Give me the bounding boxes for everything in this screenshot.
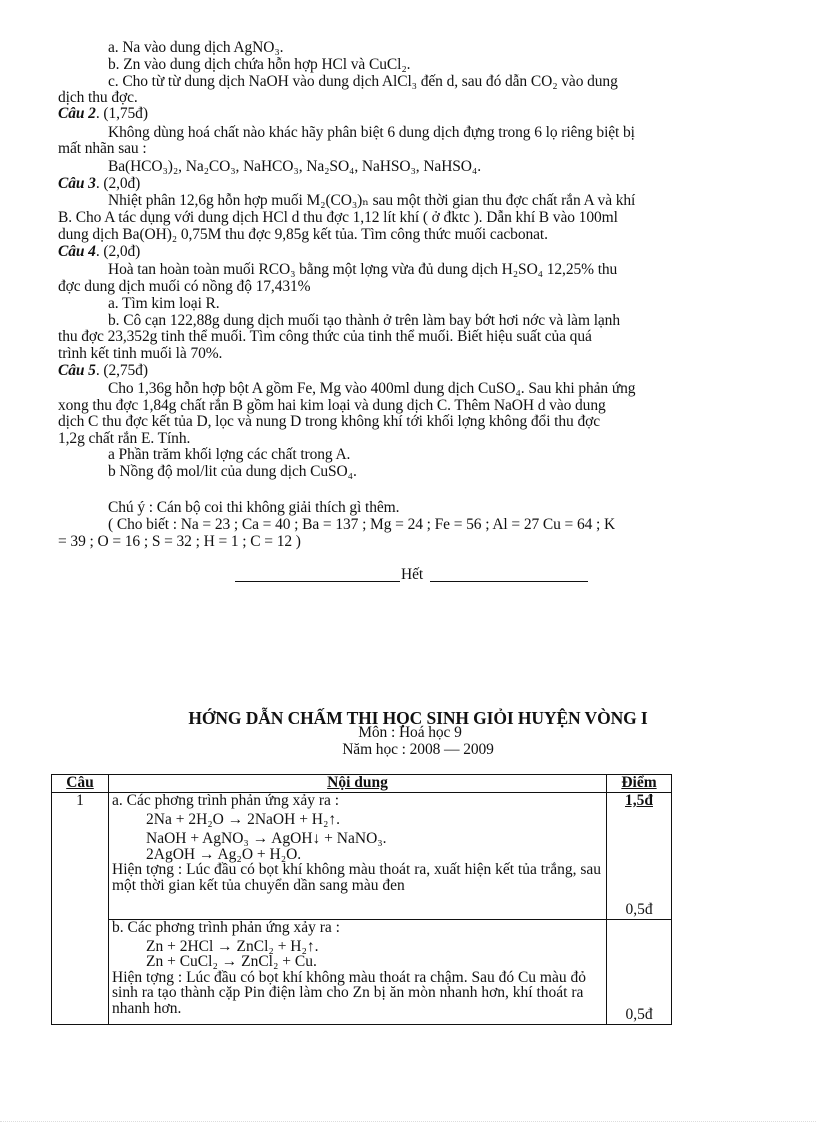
question-5-text-2: xong thu đợc 1,84g chất rắn B gồm hai kim loại và dung dịch C. Thêm NaOH d vào dung (58, 397, 606, 414)
end-mark: Hết (401, 566, 424, 583)
question-2-text: Không dùng hoá chất nào khác hãy phân biệt 6 dung dịch đựng trong 6 lọ riêng biệt bị (108, 124, 635, 141)
end-rule-right (430, 581, 588, 582)
atomic-masses: ( Cho biết : Na = 23 ; Ca = 40 ; Ba = 137 ; Mg = 24 ; Fe = 56 ; Al = 27 Cu = 64 ; K (108, 516, 616, 533)
question-5-text-1: Cho 1,36g hỗn hợp bột A gồm Fe, Mg vào 400ml dung dịch CuSO₄. Sau khi phản ứng (108, 380, 636, 397)
question-4-part-b-1: b. Cô cạn 122,88g dung dịch muối tạo thành ở trên làm bay bớt hơi nớc và làm lạnh (108, 312, 620, 329)
question-4-points: . (2,0đ) (95, 243, 141, 260)
question-2-label: Câu 2 (58, 105, 96, 122)
question-3-text-3: dung dịch Ba(OH)₂ 0,75M thu đợc 9,85g kết tủa. Tìm công thức muối cacbonat. (58, 226, 548, 243)
question-1-part-c-cont: dịch thu đợc. (58, 89, 138, 106)
atomic-masses-cont: = 39 ; O = 16 ; S = 32 ; H = 1 ; C = 12 ) (58, 533, 301, 550)
question-3-heading (58, 176, 140, 192)
question-5-label: Câu 5 (58, 362, 96, 379)
row-question-number: 1 (52, 793, 109, 1025)
header-question: Câu (52, 775, 109, 793)
answer-b-title: b. Các phơng trình phản ứng xảy ra : (112, 919, 340, 936)
table-row (52, 920, 672, 1025)
answer-a-title: a. Các phơng trình phản ứng xảy ra : (112, 792, 340, 809)
header-points: Điểm (607, 775, 672, 793)
answer-a-equation-1: 2Na + 2H₂O → 2NaOH + H₂↑. (146, 810, 341, 828)
guide-subject: Môn : Hoá học 9 (358, 724, 462, 741)
answer-b-phenomenon: Hiện tợng : Lúc đầu có bọt khí không màu thoát ra chậm. Sau đó Cu màu đỏ sinh ra tạo thành cặp Pin điện làm cho Zn bị ăn mòn nhanh hơn, khí thoát ra nhanh hơn. (112, 968, 586, 1017)
header-content: Nội dung (109, 775, 607, 793)
answer-b-equation-2: Zn + CuCl₂ → ZnCl₂ + Cu. (146, 953, 317, 970)
row-points-b (607, 920, 672, 1025)
question-2-heading (58, 106, 148, 122)
question-4-heading (58, 244, 140, 260)
question-5-text-4: 1,2g chất rắn E. Tính. (58, 430, 191, 447)
grading-table (51, 774, 672, 1025)
question-5-heading (58, 363, 148, 379)
question-1-part-a: a. Na vào dung dịch AgNO₃. (108, 39, 284, 56)
exam-note: Chú ý : Cán bộ coi thi không giải thích gì thêm. (108, 499, 400, 516)
question-3-text-1: Nhiệt phân 12,6g hỗn hợp muối M₂(CO₃)ₙ sau một thời gian thu đợc chất rắn A và khí (108, 192, 636, 209)
row-points-a (607, 793, 672, 920)
question-1-part-c: c. Cho từ từ dung dịch NaOH vào dung dịch AlCl₃ đến d, sau đó dẫn CO₂ vào dung (108, 73, 618, 90)
question-4-part-a: a. Tìm kim loại R. (108, 295, 220, 312)
guide-year: Năm học : 2008 — 2009 (342, 741, 494, 758)
question-4-text-1: Hoà tan hoàn toàn muối RCO₃ bằng một lợng vừa đủ dung dịch H₂SO₄ 12,25% thu (108, 261, 618, 278)
question-2-formulas: Ba(HCO₃)₂, Na₂CO₃, NaHCO₃, Na₂SO₄, NaHSO₃, NaHSO₄. (108, 158, 481, 175)
question-2-text-cont: mất nhãn sau : (58, 140, 147, 157)
question-1-part-b: b. Zn vào dung dịch chứa hỗn hợp HCl và CuCl₂. (108, 56, 411, 73)
total-points: 1,5đ (625, 792, 653, 809)
question-4-part-b-3: trình kết tinh muối là 70%. (58, 345, 223, 362)
row-content-b (109, 920, 607, 1025)
table-header-row (52, 775, 672, 793)
answer-a-phenomenon: Hiện tợng : Lúc đầu có bọt khí không màu thoát ra, xuất hiện kết tủa trắng, sau một thời gian kết tủa chuyển dần sang màu đen (112, 861, 602, 894)
question-5-text-3: dịch C thu đợc kết tủa D, lọc và nung D trong không khí tới khối lợng không đổi thu đợc (58, 413, 600, 430)
answer-a-equation-2: NaOH + AgNO₃ → AgOH↓ + NaNO₃. (146, 830, 387, 847)
row-content-a (109, 793, 607, 920)
question-4-text-2: đợc dung dịch muối có nồng độ 17,431% (58, 278, 311, 295)
question-3-points: . (2,0đ) (95, 175, 141, 192)
question-2-points: . (1,75đ) (95, 105, 148, 122)
guide-title: HỚNG DẪN CHẤM THI HỌC SINH GIỎI HUYỆN VÒNG I (188, 708, 648, 728)
question-5-part-b: b Nồng độ mol/lit của dung dịch CuSO₄. (108, 463, 357, 480)
page-bottom-edge (0, 1121, 816, 1122)
answer-b-equation-1: Zn + 2HCl → ZnCl₂ + H₂↑. (146, 937, 319, 955)
answer-a-points: 0,5đ (625, 900, 653, 918)
question-5-part-a: a Phần trăm khối lợng các chất trong A. (108, 446, 351, 463)
table-row (52, 793, 672, 920)
question-3-label: Câu 3 (58, 175, 96, 192)
question-5-points: . (2,75đ) (95, 362, 148, 379)
question-4-label: Câu 4 (58, 243, 96, 260)
question-4-part-b-2: thu đợc 23,352g tinh thể muối. Tìm công thức của tinh thể muối. Biết hiệu suất của quá (58, 328, 592, 345)
question-3-text-2: B. Cho A tác dụng với dung dịch HCl d thu đợc 1,12 lít khí ( ở đktc ). Dẫn khí B vào 100ml (58, 209, 618, 226)
end-rule-left (235, 581, 400, 582)
answer-a-equation-3: 2AgOH → Ag₂O + H₂O. (146, 845, 302, 863)
answer-b-points: 0,5đ (625, 1005, 653, 1023)
